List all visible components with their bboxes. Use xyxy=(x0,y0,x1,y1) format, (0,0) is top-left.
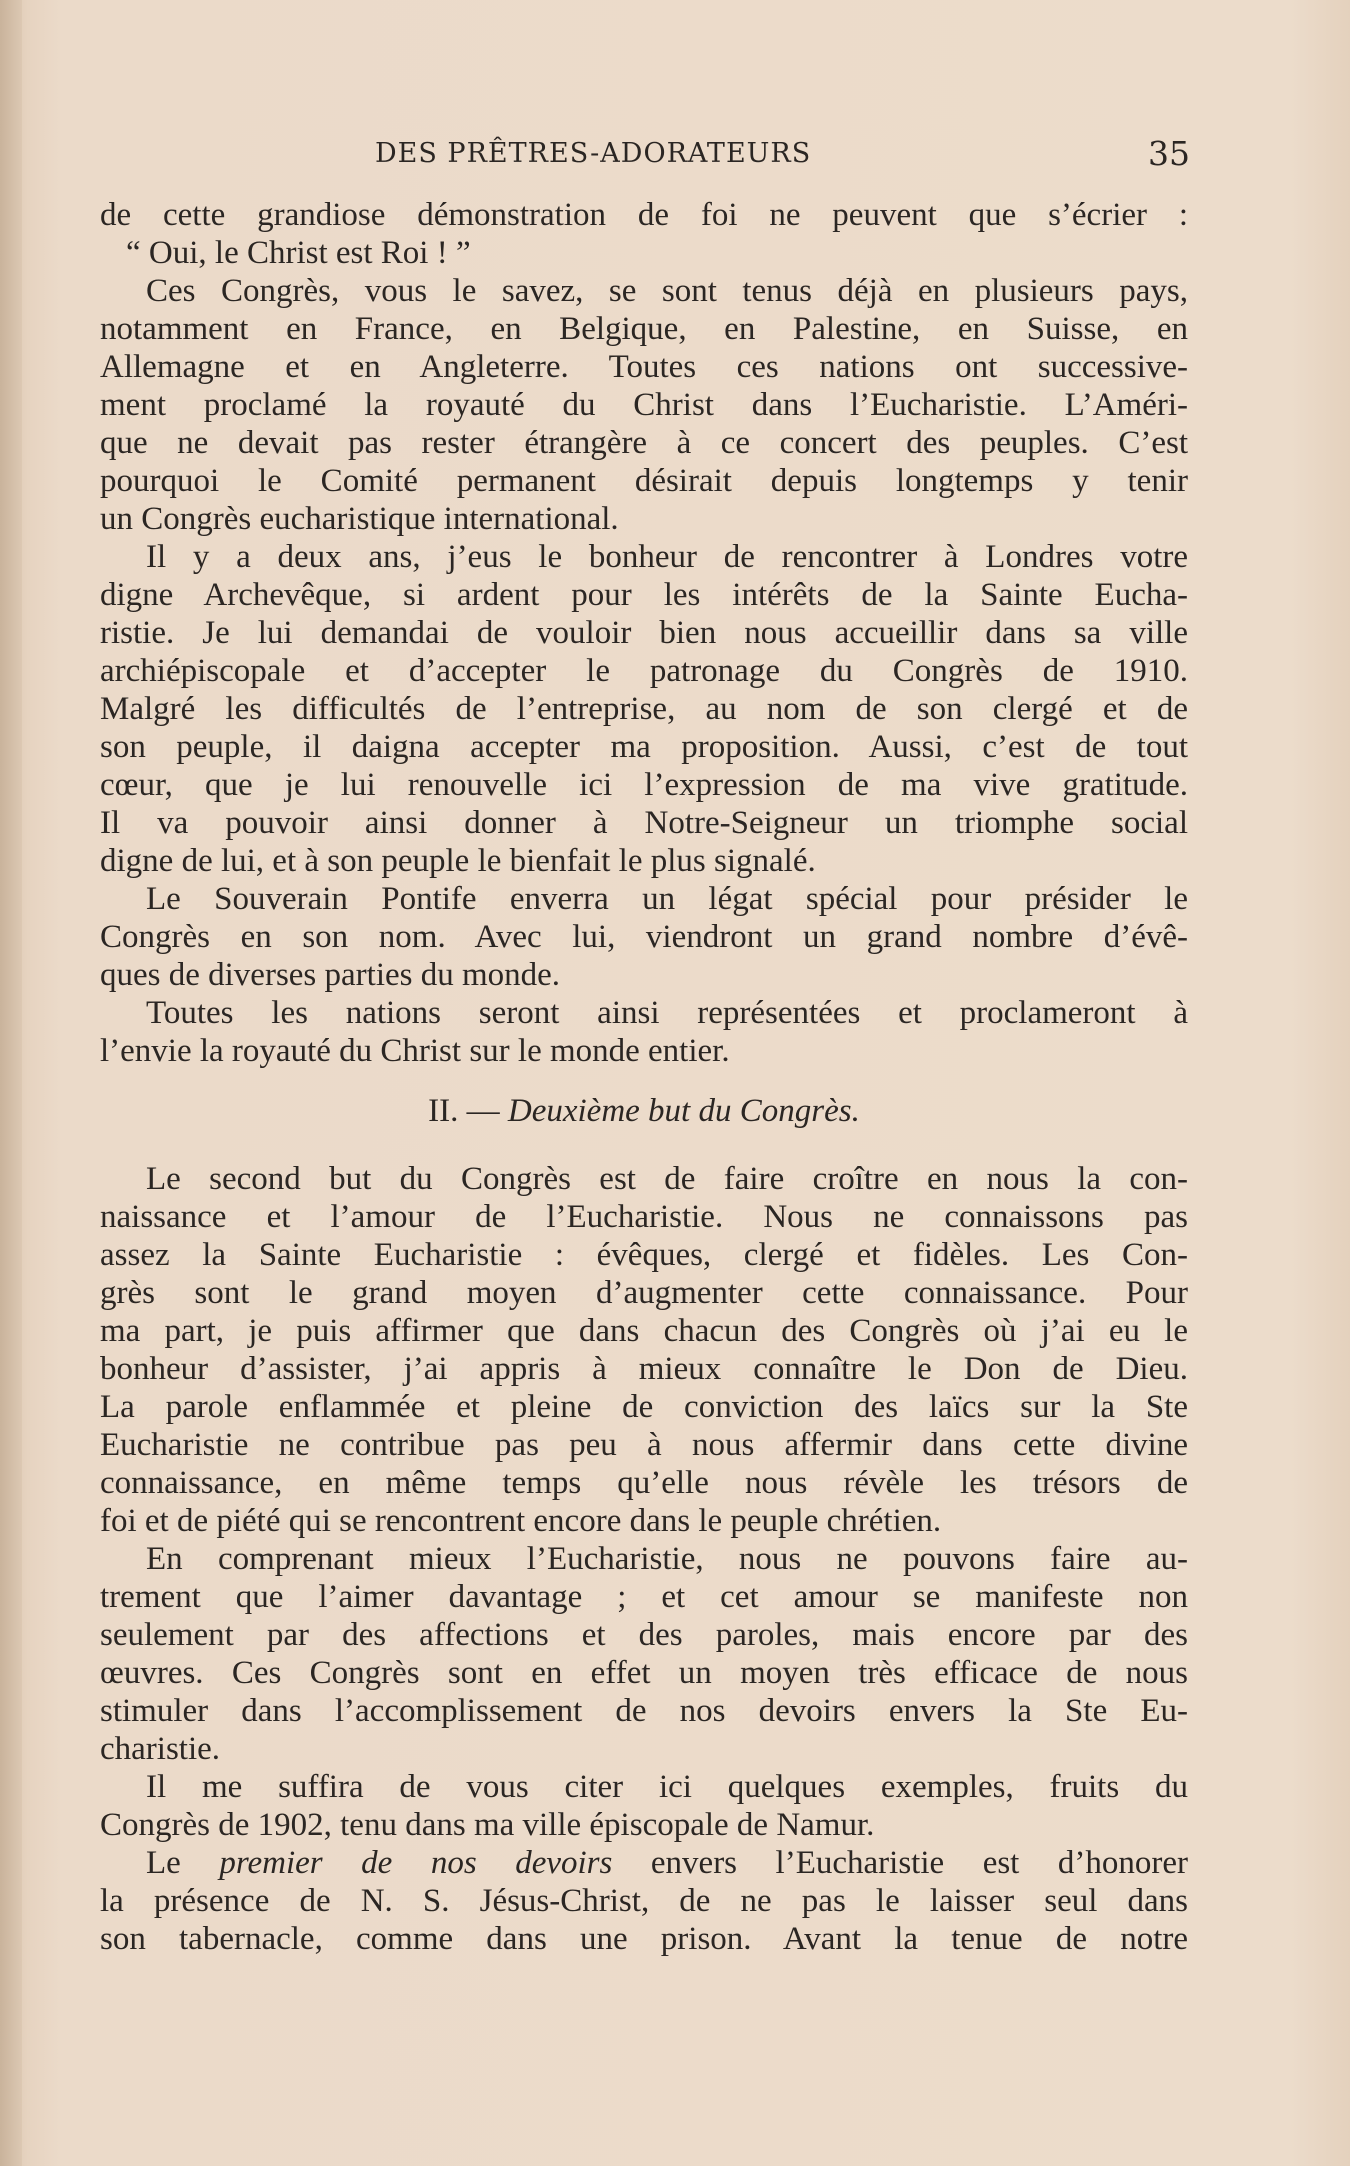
text-line: digne de lui, et à son peuple le bienfait le plus signalé. xyxy=(100,843,816,879)
text-line: Il me suffira de vous citer ici quelques exemples, fruits du xyxy=(146,1769,1188,1805)
text-line: stimuler dans l’accomplissement de nos devoirs envers la Ste Eu- xyxy=(100,1693,1188,1729)
text-line: ment proclamé la royauté du Christ dans l’Eucharistie. L’Améri- xyxy=(100,387,1188,423)
section-number: II. — xyxy=(428,1093,500,1129)
text-line: assez la Sainte Eucharistie : évêques, clergé et fidèles. Les Con- xyxy=(100,1237,1188,1273)
text-line: “ Oui, le Christ est Roi ! ” xyxy=(126,235,471,271)
text-line: que ne devait pas rester étrangère à ce concert des peuples. C’est xyxy=(100,425,1188,461)
text-line: l’envie la royauté du Christ sur le monde entier. xyxy=(100,1033,730,1069)
text-line: cœur, que je lui renouvelle ici l’expression de ma vive gratitude. xyxy=(100,767,1188,803)
paragraph-4 xyxy=(100,880,1188,994)
paragraph-7 xyxy=(100,1540,1188,1768)
text-line: Congrès de 1902, tenu dans ma ville épiscopale de Namur. xyxy=(100,1807,875,1843)
text-line: Le Souverain Pontife enverra un légat spécial pour présider le xyxy=(146,881,1188,917)
text-line: pourquoi le Comité permanent désirait depuis longtemps y tenir xyxy=(100,463,1188,499)
text-line: de cette grandiose démonstration de foi ne peuvent que s’écrier : xyxy=(100,197,1188,233)
text-run: envers l’Eucharistie est d’honorer xyxy=(612,1845,1188,1881)
paragraph-2 xyxy=(100,272,1188,538)
text-line: Allemagne et en Angleterre. Toutes ces nations ont successive- xyxy=(100,349,1188,385)
page-binding-shadow xyxy=(0,0,22,2166)
text-line: la présence de N. S. Jésus-Christ, de ne pas le laisser seul dans xyxy=(100,1883,1188,1919)
text-line: charistie. xyxy=(100,1731,221,1767)
page-number: 35 xyxy=(1148,134,1190,173)
paragraph-6 xyxy=(100,1160,1188,1540)
text-line: La parole enflammée et pleine de conviction des laïcs sur la Ste xyxy=(100,1389,1188,1425)
text-line: Toutes les nations seront ainsi représentées et proclameront à xyxy=(146,995,1188,1031)
paragraph-1 xyxy=(100,196,1188,272)
text-line: Il y a deux ans, j’eus le bonheur de rencontrer à Londres votre xyxy=(146,539,1188,575)
emphasis-text: premier de nos devoirs xyxy=(219,1845,613,1881)
text-line: un Congrès eucharistique international. xyxy=(100,501,619,537)
text-line: Ces Congrès, vous le savez, se sont tenus déjà en plusieurs pays, xyxy=(146,273,1188,309)
text-line: son tabernacle, comme dans une prison. Avant la tenue de notre xyxy=(100,1921,1188,1957)
text-line: Eucharistie ne contribue pas peu à nous affermir dans cette divine xyxy=(100,1427,1188,1463)
paragraph-3 xyxy=(100,538,1188,880)
text-line: foi et de piété qui se rencontrent encore dans le peuple chrétien. xyxy=(100,1503,942,1539)
text-line: ristie. Je lui demandai de vouloir bien nous accueillir dans sa ville xyxy=(100,615,1188,651)
text-line: grès sont le grand moyen d’augmenter cette connaissance. Pour xyxy=(100,1275,1188,1311)
text-line: œuvres. Ces Congrès sont en effet un moyen très efficace de nous xyxy=(100,1655,1188,1691)
text-line xyxy=(100,1844,1188,1882)
text-line: ma part, je puis affirmer que dans chacun des Congrès où j’ai eu le xyxy=(100,1313,1188,1349)
text-line: archiépiscopale et d’accepter le patronage du Congrès de 1910. xyxy=(100,653,1188,689)
paragraph-8 xyxy=(100,1768,1188,1844)
running-head-title: DES PRÊTRES-ADORATEURS xyxy=(375,138,812,169)
text-line: ques de diverses parties du monde. xyxy=(100,957,561,993)
text-line: digne Archevêque, si ardent pour les intérêts de la Sainte Eucha- xyxy=(100,577,1188,613)
text-line: naissance et l’amour de l’Eucharistie. Nous ne connaissons pas xyxy=(100,1199,1188,1235)
text-line: Malgré les difficultés de l’entreprise, au nom de son clergé et de xyxy=(100,691,1188,727)
text-line: Le second but du Congrès est de faire croître en nous la con- xyxy=(146,1161,1188,1197)
text-line: trement que l’aimer davantage ; et cet amour se manifeste non xyxy=(100,1579,1188,1615)
text-line: bonheur d’assister, j’ai appris à mieux connaître le Don de Dieu. xyxy=(100,1351,1188,1387)
text-line: Congrès en son nom. Avec lui, viendront un grand nombre d’évê- xyxy=(100,919,1188,955)
text-line: seulement par des affections et des paroles, mais encore par des xyxy=(100,1617,1188,1653)
text-line: Il va pouvoir ainsi donner à Notre-Seigneur un triomphe social xyxy=(100,805,1188,841)
section-title: Deuxième but du Congrès. xyxy=(507,1093,860,1129)
text-line: connaissance, en même temps qu’elle nous révèle les trésors de xyxy=(100,1465,1188,1501)
text-run: Le xyxy=(146,1845,220,1881)
paragraph-5 xyxy=(100,994,1188,1070)
section-heading xyxy=(100,1092,1188,1130)
text-line: En comprenant mieux l’Eucharistie, nous ne pouvons faire au- xyxy=(146,1541,1188,1577)
text-line: notamment en France, en Belgique, en Palestine, en Suisse, en xyxy=(100,311,1188,347)
text-line: son peuple, il daigna accepter ma proposition. Aussi, c’est de tout xyxy=(100,729,1188,765)
running-head xyxy=(100,134,1190,178)
page-body xyxy=(100,196,1188,1958)
paragraph-9 xyxy=(100,1844,1188,1958)
